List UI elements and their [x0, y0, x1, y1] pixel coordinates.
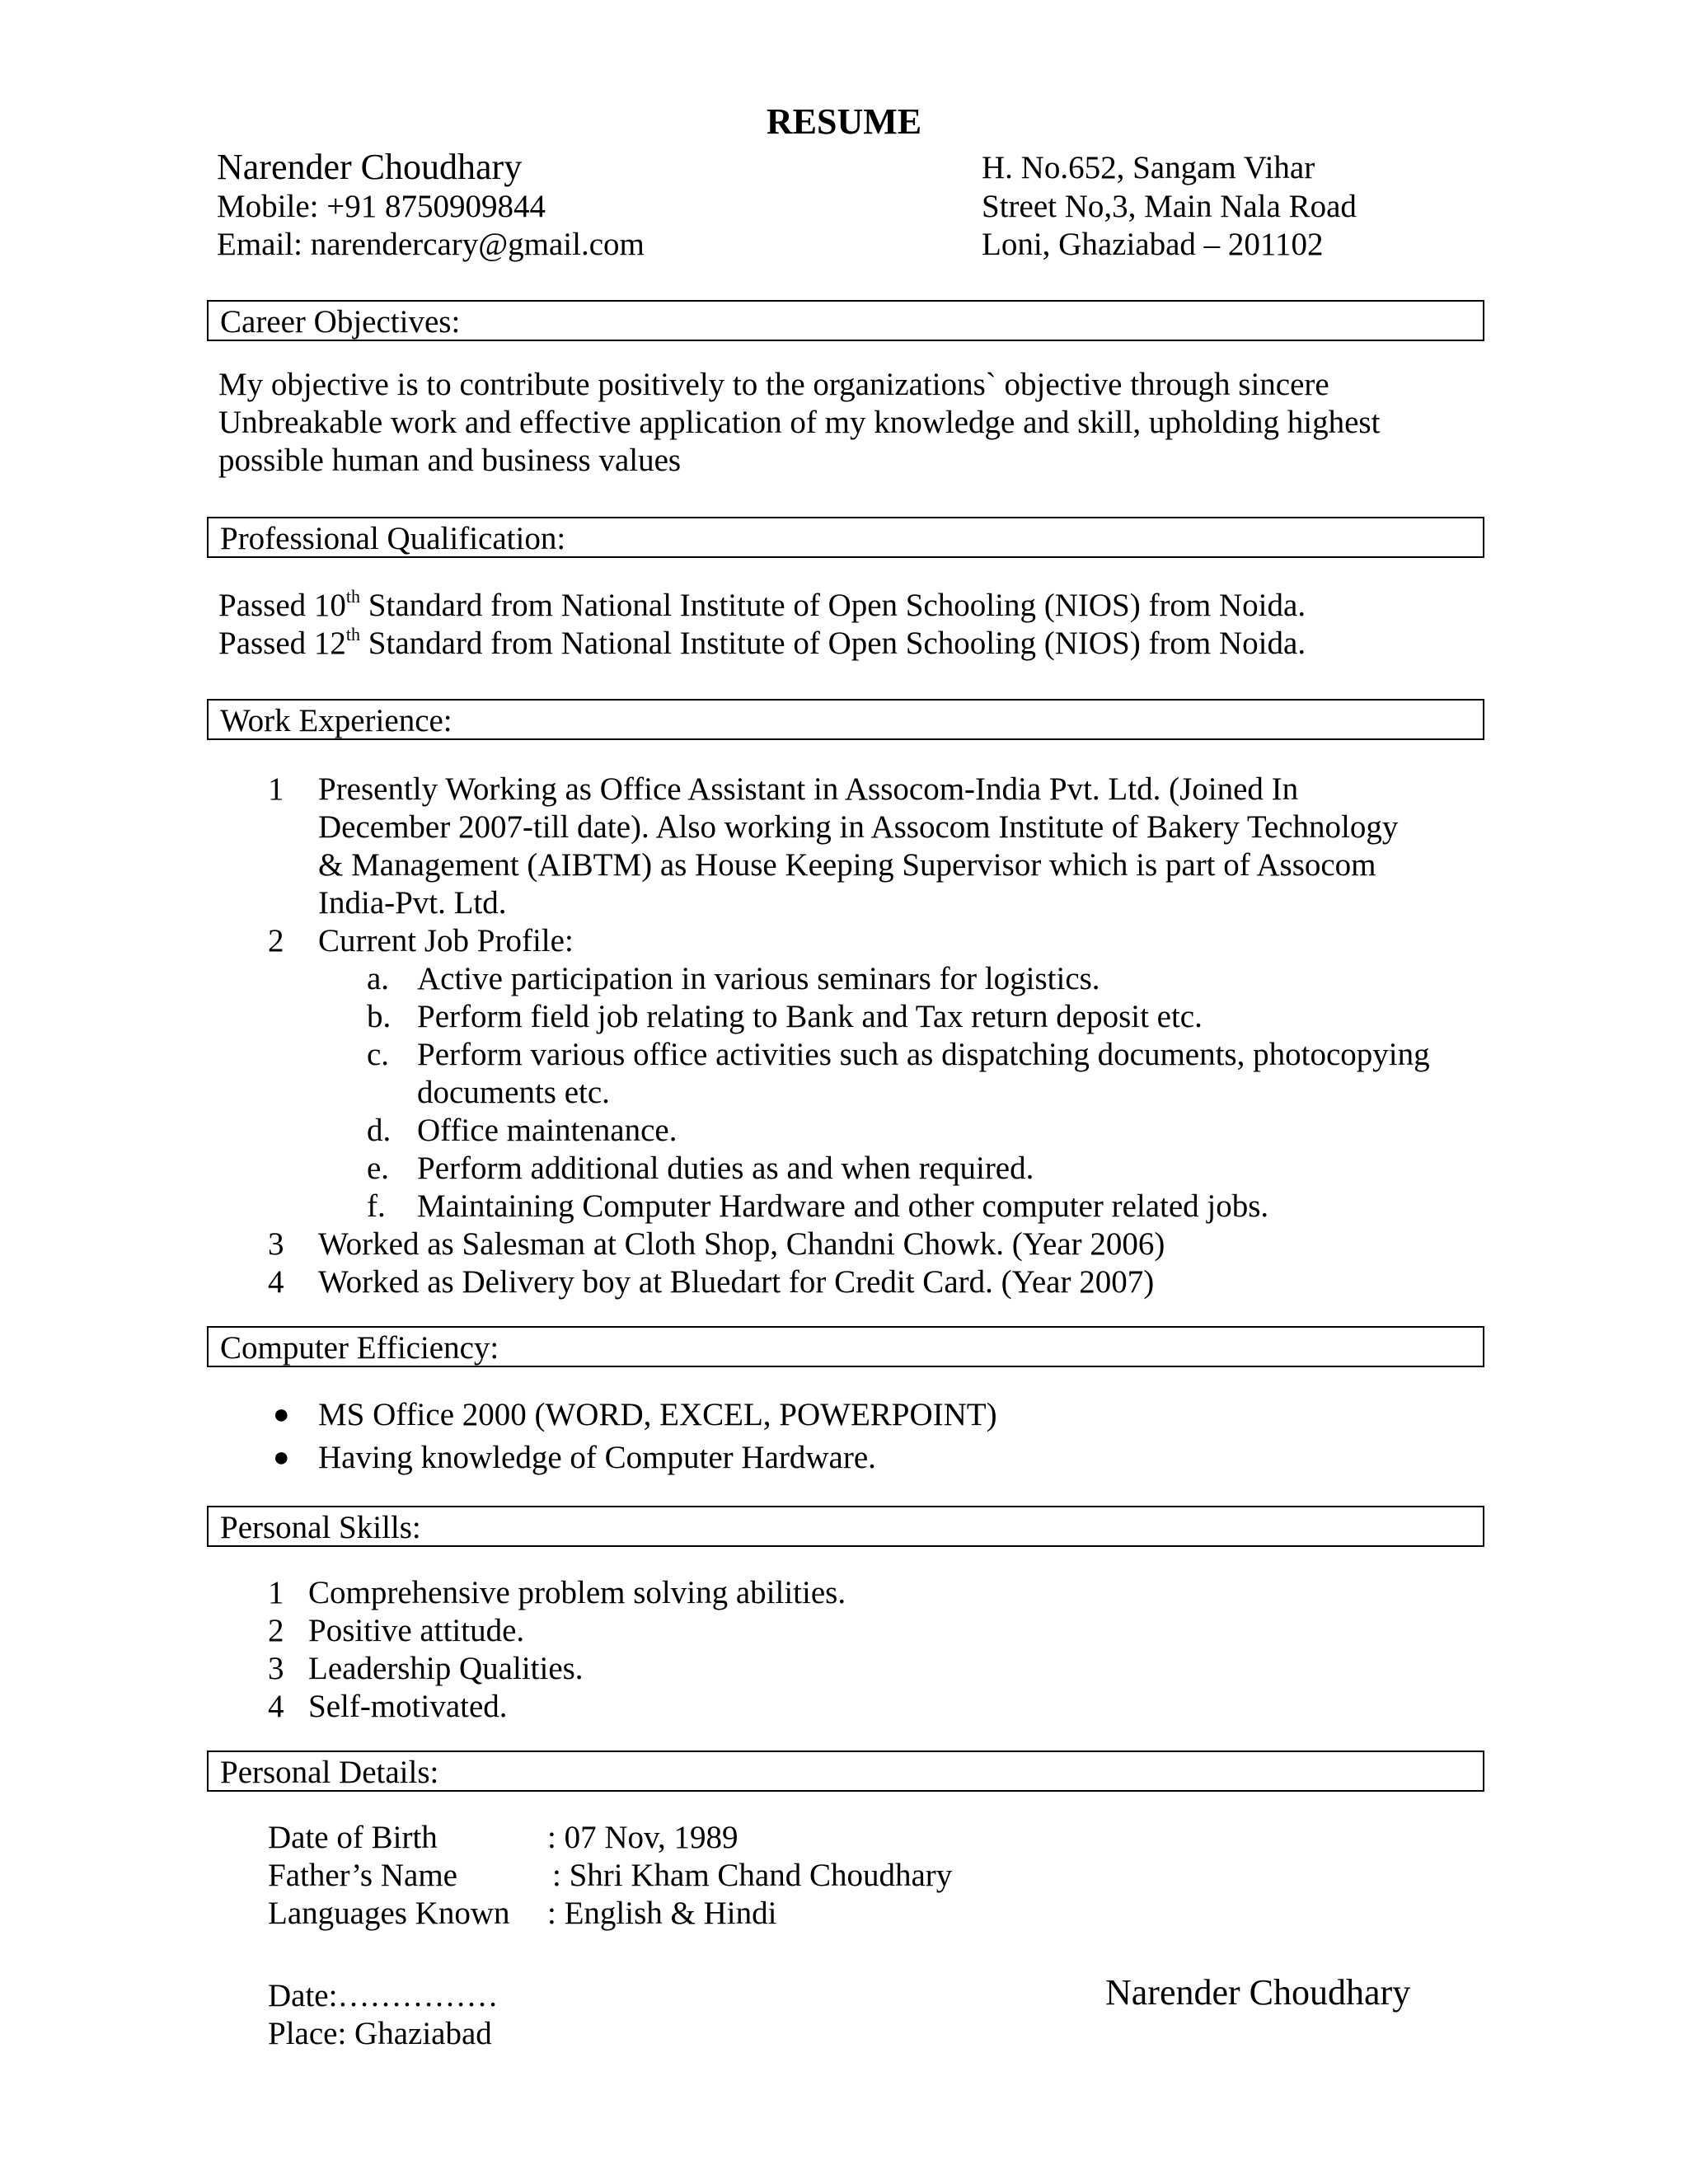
section-professional-qualification — [207, 517, 1484, 558]
work-item-text: Current Job Profile: — [318, 923, 574, 958]
email-address: Email: narendercary@gmail.com — [217, 227, 645, 262]
bullet-icon: ● — [273, 1399, 290, 1430]
work-item-number: 3 — [268, 1226, 284, 1262]
detail-value: : Shri Kham Chand Choudhary — [552, 1858, 953, 1893]
qualification-item: Passed 12th Standard from National Institute of Open Schooling (NIOS) from Noida. — [218, 624, 1306, 661]
sub-item-letter: b. — [367, 999, 392, 1034]
detail-label: Languages Known — [268, 1896, 510, 1931]
section-heading: Work Experience: — [220, 703, 452, 738]
sub-item-letter: e. — [367, 1151, 390, 1186]
sub-item-text: Maintaining Computer Hardware and other computer related jobs. — [417, 1188, 1269, 1224]
section-heading: Computer Efficiency: — [220, 1330, 499, 1366]
skill-item: Leadership Qualities. — [308, 1651, 584, 1686]
work-item-text: Worked as Salesman at Cloth Shop, Chandni Chowk. (Year 2006) — [318, 1226, 1165, 1262]
sub-item-text: Active participation in various seminars for logistics. — [417, 961, 1100, 996]
qualification-item: Passed 10th Standard from National Institute of Open Schooling (NIOS) from Noida. — [218, 586, 1306, 623]
skill-number: 3 — [268, 1651, 284, 1686]
sub-item-text: Perform additional duties as and when required. — [417, 1151, 1034, 1186]
sub-item-letter: a. — [367, 961, 390, 996]
address-line-3: Loni, Ghaziabad – 201102 — [982, 227, 1324, 262]
work-item-line: & Management (AIBTM) as House Keeping Supervisor which is part of Assocom — [318, 847, 1376, 883]
work-item-number: 1 — [268, 771, 284, 807]
objective-line: possible human and business values — [218, 443, 682, 478]
section-work-experience — [207, 699, 1484, 740]
section-personal-skills — [207, 1506, 1484, 1547]
work-item-number: 2 — [268, 923, 284, 958]
sub-item-text: documents etc. — [417, 1075, 610, 1110]
computer-skill-item: MS Office 2000 (WORD, EXCEL, POWERPOINT) — [318, 1397, 997, 1432]
sub-item-text: Perform field job relating to Bank and Tax return deposit etc. — [417, 999, 1203, 1034]
skill-number: 2 — [268, 1613, 284, 1648]
section-heading: Career Objectives: — [220, 304, 461, 340]
sub-item-letter: f. — [367, 1188, 386, 1224]
work-item-line: India-Pvt. Ltd. — [318, 885, 507, 921]
detail-value: : 07 Nov, 1989 — [547, 1820, 738, 1855]
bullet-icon: ● — [273, 1442, 290, 1473]
skill-number: 4 — [268, 1689, 284, 1724]
objective-line: Unbreakable work and effective application of my knowledge and skill, upholding highest — [218, 405, 1381, 440]
section-heading: Personal Skills: — [220, 1510, 421, 1545]
sub-item-text: Perform various office activities such as dispatching documents, photocopying — [417, 1037, 1430, 1072]
skill-item: Self-motivated. — [308, 1689, 508, 1724]
sub-item-letter: c. — [367, 1037, 390, 1072]
detail-label: Father’s Name — [268, 1858, 457, 1893]
sub-item-text: Office maintenance. — [417, 1113, 678, 1148]
section-heading: Professional Qualification: — [220, 521, 566, 556]
skill-item: Positive attitude. — [308, 1613, 525, 1648]
mobile-number: Mobile: +91 8750909844 — [217, 189, 546, 224]
sub-item-letter: d. — [367, 1113, 392, 1148]
date-line: Date:…………… — [268, 1978, 499, 2013]
signature-name: Narender Choudhary — [1105, 1972, 1411, 2013]
computer-skill-item: Having knowledge of Computer Hardware. — [318, 1440, 876, 1475]
address-line-1: H. No.652, Sangam Vihar — [982, 150, 1315, 185]
skill-item: Comprehensive problem solving abilities. — [308, 1575, 846, 1610]
work-item-text: Worked as Delivery boy at Bluedart for Credit Card. (Year 2007) — [318, 1264, 1155, 1300]
address-line-2: Street No,3, Main Nala Road — [982, 189, 1357, 224]
work-item-number: 4 — [268, 1264, 284, 1300]
applicant-name: Narender Choudhary — [217, 147, 523, 187]
work-item-line: Presently Working as Office Assistant in Assocom-India Pvt. Ltd. (Joined In — [318, 771, 1299, 807]
objective-line: My objective is to contribute positively to the organizations` objective through sincere — [218, 367, 1329, 402]
place-line: Place: Ghaziabad — [268, 2016, 492, 2051]
skill-number: 1 — [268, 1575, 284, 1610]
detail-label: Date of Birth — [268, 1820, 438, 1855]
section-career-objectives — [207, 300, 1484, 341]
work-item-line: December 2007-till date). Also working in Assocom Institute of Bakery Technology — [318, 809, 1399, 845]
detail-value: : English & Hindi — [547, 1896, 777, 1931]
section-personal-details — [207, 1750, 1484, 1792]
resume-title: RESUME — [766, 101, 922, 142]
section-computer-efficiency — [207, 1326, 1484, 1367]
section-heading: Personal Details: — [220, 1755, 439, 1790]
